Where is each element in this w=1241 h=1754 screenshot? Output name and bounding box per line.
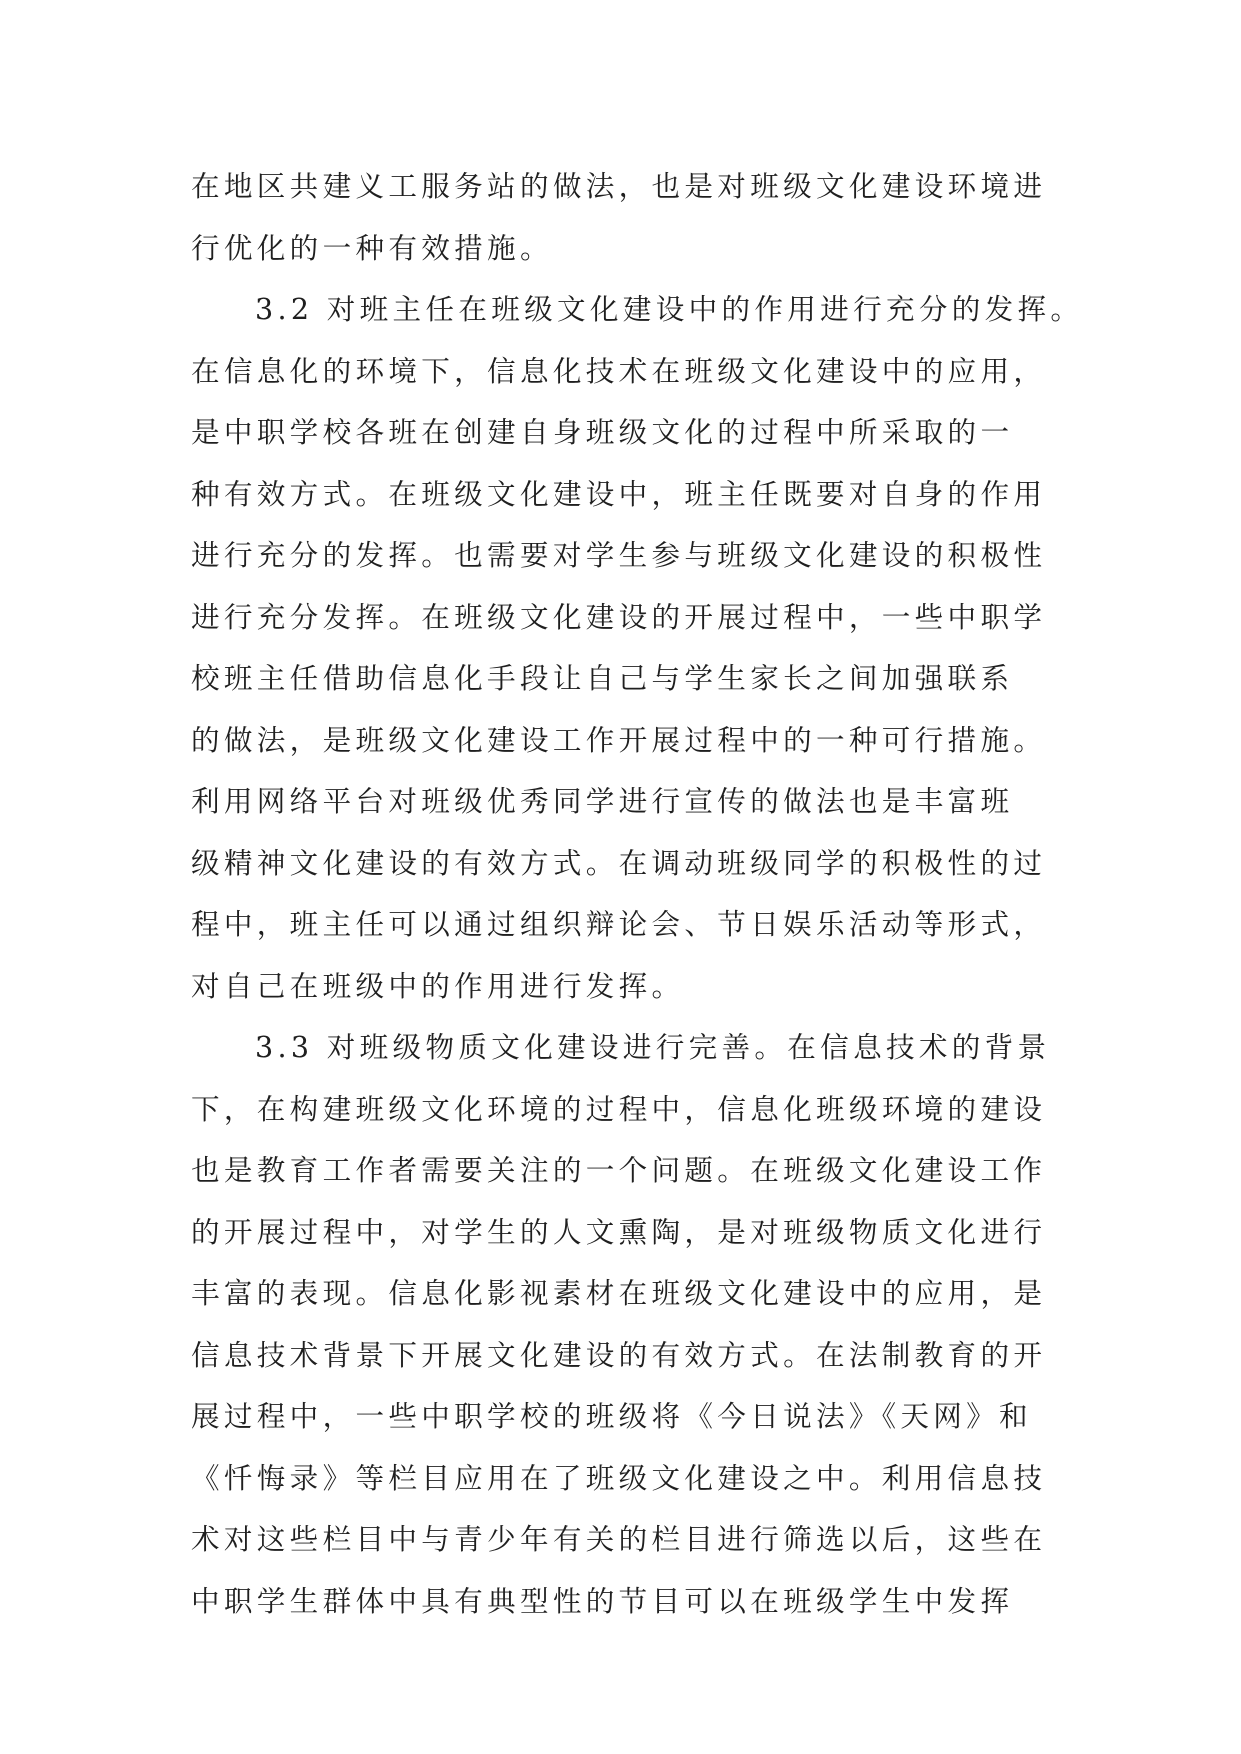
text-line: 也是教育工作者需要关注的一个问题。在班级文化建设工作 bbox=[191, 1153, 1047, 1187]
paragraph-section-3-3 bbox=[191, 1017, 1061, 1632]
text-line: 的做法，是班级文化建设工作开展过程中的一种可行措施。 bbox=[191, 722, 1047, 757]
paragraph-continuation bbox=[191, 156, 1061, 279]
text-line: 级精神文化建设的有效方式。在调动班级同学的积极性的过 bbox=[191, 845, 1047, 880]
text-line: 是中职学校各班在创建自身班级文化的过程中所采取的一 bbox=[191, 415, 1014, 449]
text-line: 的开展过程中，对学生的人文熏陶，是对班级物质文化进行 bbox=[191, 1214, 1047, 1249]
text-line: 展过程中，一些中职学校的班级将《今日说法》《天网》和 bbox=[191, 1399, 1032, 1433]
text-line: 进行充分的发挥。也需要对学生参与班级文化建设的积极性 bbox=[191, 538, 1047, 572]
text-line: 行优化的一种有效措施。 bbox=[191, 230, 553, 265]
text-line: 下，在构建班级文化环境的过程中，信息化班级环境的建设 bbox=[191, 1091, 1047, 1126]
body-text bbox=[191, 156, 1084, 1632]
paragraph-section-3-2 bbox=[191, 279, 1084, 1017]
text-line: 3.2 对班主任在班级文化建设中的作用进行充分的发挥。 bbox=[255, 292, 1084, 326]
text-line: 校班主任借助信息化手段让自己与学生家长之间加强联系 bbox=[191, 661, 1014, 695]
text-line: 3.3 对班级物质文化建设进行完善。在信息技术的背景 bbox=[255, 1030, 1051, 1064]
text-line: 术对这些栏目中与青少年有关的栏目进行筛选以后，这些在 bbox=[191, 1522, 1047, 1556]
text-line: 进行充分发挥。在班级文化建设的开展过程中，一些中职学 bbox=[191, 599, 1047, 634]
text-line: 利用网络平台对班级优秀同学进行宣传的做法也是丰富班 bbox=[191, 784, 1014, 818]
text-line: 丰富的表现。信息化影视素材在班级文化建设中的应用，是 bbox=[191, 1276, 1047, 1310]
text-line: 在地区共建义工服务站的做法，也是对班级文化建设环境进 bbox=[191, 169, 1047, 203]
text-line: 中职学生群体中具有典型性的节目可以在班级学生中发挥 bbox=[191, 1583, 1014, 1618]
text-line: 在信息化的环境下，信息化技术在班级文化建设中的应用， bbox=[191, 353, 1047, 388]
text-line: 种有效方式。在班级文化建设中，班主任既要对自身的作用 bbox=[191, 476, 1047, 511]
text-line: 程中，班主任可以通过组织辩论会、节日娱乐活动等形式， bbox=[191, 907, 1047, 941]
text-line: 《忏悔录》等栏目应用在了班级文化建设之中。利用信息技 bbox=[191, 1460, 1047, 1495]
text-line: 信息技术背景下开展文化建设的有效方式。在法制教育的开 bbox=[191, 1337, 1047, 1372]
text-line: 对自己在班级中的作用进行发挥。 bbox=[191, 968, 685, 1003]
